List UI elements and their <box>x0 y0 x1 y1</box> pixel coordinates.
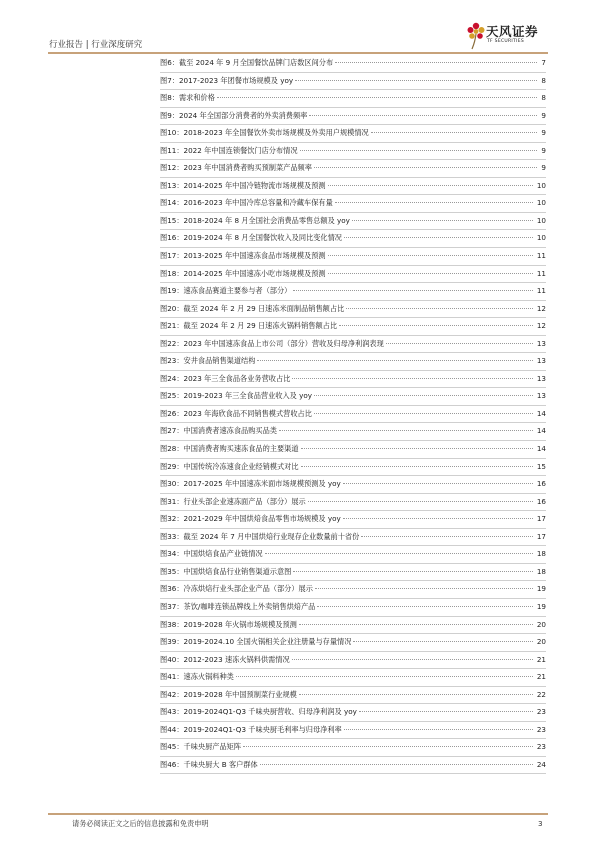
toc-dot-leader <box>295 80 537 81</box>
toc-entry-title[interactable]: 图25：2019-2023 年三全食品营业收入及 yoy <box>160 391 313 401</box>
toc-entry[interactable] <box>160 704 546 722</box>
toc-entry-page[interactable]: 15 <box>536 461 546 471</box>
toc-entry-title[interactable]: 图29：中国传统冷冻速食企业经销模式对比 <box>160 461 299 471</box>
toc-entry-title[interactable]: 图18：2014-2025 年中国速冻小吃市场规模及预测 <box>160 268 326 278</box>
toc-dot-leader <box>217 97 538 98</box>
toc-entry[interactable] <box>160 371 546 389</box>
toc-dot-leader <box>301 466 533 467</box>
toc-dot-leader <box>236 676 533 677</box>
toc-dot-leader <box>335 62 537 63</box>
toc-entry-page[interactable]: 23 <box>536 707 546 717</box>
toc-dot-leader <box>257 360 532 361</box>
toc-entry-title[interactable]: 图26：2023 年海欣食品不同销售模式营收占比 <box>160 408 312 418</box>
toc-entry[interactable] <box>160 494 546 512</box>
toc-entry-title[interactable]: 图36：冷冻烘焙行业头部企业产品（部分）展示 <box>160 584 313 594</box>
toc-entry[interactable] <box>160 195 546 213</box>
toc-entry-page[interactable]: 13 <box>536 373 546 383</box>
toc-entry-title[interactable]: 图20：截至 2024 年 2 月 29 日速冻米面制品销售额占比 <box>160 303 345 313</box>
toc-entry[interactable] <box>160 73 546 91</box>
toc-entry[interactable] <box>160 757 546 775</box>
toc-entry[interactable] <box>160 318 546 336</box>
toc-entry[interactable] <box>160 617 546 635</box>
toc-entry-page[interactable]: 22 <box>536 689 546 699</box>
toc-entry[interactable] <box>160 388 546 406</box>
toc-entry[interactable] <box>160 722 546 740</box>
toc-entry-title[interactable]: 图38：2019-2028 年火锅市场规模及预测 <box>160 619 297 629</box>
toc-entry[interactable] <box>160 55 546 73</box>
toc-dot-leader <box>314 413 533 414</box>
toc-entry-title[interactable]: 图45：千味央厨产品矩阵 <box>160 742 242 752</box>
toc-entry[interactable] <box>160 178 546 196</box>
toc-entry[interactable] <box>160 599 546 617</box>
toc-entry-title[interactable]: 图33：截至 2024 年 7 月中国烘焙行业现存企业数量前十省份 <box>160 531 360 541</box>
toc-entry-page[interactable]: 21 <box>536 672 546 682</box>
toc-entry[interactable] <box>160 406 546 424</box>
toc-dot-leader <box>260 764 533 765</box>
toc-dot-leader <box>328 273 533 274</box>
toc-dot-leader <box>309 115 537 116</box>
toc-dot-leader <box>299 624 533 625</box>
header-divider <box>48 52 548 54</box>
toc-entry-page[interactable]: 20 <box>536 619 546 629</box>
toc-entry-page[interactable]: 10 <box>536 215 546 225</box>
toc-dot-leader <box>343 483 533 484</box>
toc-entry-title[interactable]: 图14：2016-2023 年中国冷库总容量和冷藏车保有量 <box>160 198 333 208</box>
toc-entry-page[interactable]: 9 <box>541 163 546 173</box>
page-number: 3 <box>538 819 543 828</box>
toc-entry-title[interactable]: 图44：2019-2024Q1-Q3 千味央厨毛利率与归母净利率 <box>160 724 342 734</box>
toc-entry-page[interactable]: 10 <box>536 180 546 190</box>
toc-entry[interactable] <box>160 301 546 319</box>
toc-dot-leader <box>339 325 533 326</box>
toc-dot-leader <box>361 536 533 537</box>
toc-dot-leader <box>353 641 532 642</box>
toc-entry[interactable] <box>160 687 546 705</box>
toc-entry-title[interactable]: 图43：2019-2024Q1-Q3 千味央厨营收、归母净利润及 yoy <box>160 707 357 717</box>
toc-entry-title[interactable]: 图32：2021-2029 年中国烘焙食品零售市场规模及 yoy <box>160 514 341 524</box>
toc-entry-page[interactable]: 18 <box>536 549 546 559</box>
toc-entry-title[interactable]: 图19：速冻食品赛道主要参与者（部分） <box>160 286 292 296</box>
logo-chinese-name: 天风证券 <box>486 24 539 39</box>
toc-entry-page[interactable]: 14 <box>536 426 546 436</box>
toc-dot-leader <box>343 518 533 519</box>
toc-entry[interactable] <box>160 230 546 248</box>
toc-entry-title[interactable]: 图24：2023 年三全食品各业务营收占比 <box>160 373 291 383</box>
toc-entry-title[interactable]: 图16：2019-2024 年 8 月全国餐饮收入及同比变化情况 <box>160 233 342 243</box>
toc-dot-leader <box>314 167 538 168</box>
toc-entry-page[interactable]: 12 <box>536 321 546 331</box>
toc-entry[interactable] <box>160 511 546 529</box>
toc-entry-page[interactable]: 8 <box>541 75 546 85</box>
toc-dot-leader <box>328 255 533 256</box>
toc-entry-title[interactable]: 图13：2014-2025 年中国冷链物流市场规模及预测 <box>160 180 326 190</box>
toc-entry[interactable] <box>160 529 546 547</box>
toc-dot-leader <box>315 588 533 589</box>
toc-dot-leader <box>279 430 533 431</box>
toc-entry-page[interactable]: 21 <box>536 654 546 664</box>
toc-entry[interactable] <box>160 90 546 108</box>
toc-entry[interactable] <box>160 739 546 757</box>
toc-entry-page[interactable]: 9 <box>541 128 546 138</box>
toc-dot-leader <box>243 746 533 747</box>
toc-entry-title[interactable]: 图27：中国消费者速冻食品购买品类 <box>160 426 277 436</box>
toc-entry-page[interactable]: 11 <box>536 268 546 278</box>
toc-entry-title[interactable]: 图6：截至 2024 年 9 月全国餐饮品牌门店数区间分布 <box>160 58 334 67</box>
disclaimer-note: 请务必阅读正文之后的信息披露和免责申明 <box>72 819 209 828</box>
toc-entry[interactable] <box>160 634 546 652</box>
toc-entry[interactable] <box>160 108 546 126</box>
toc-entry-title[interactable]: 图46：千味央厨大 B 客户群体 <box>160 759 258 769</box>
toc-dot-leader <box>352 220 533 221</box>
toc-entry[interactable] <box>160 353 546 371</box>
toc-entry-title[interactable]: 图41：速冻火锅料种类 <box>160 672 234 682</box>
toc-entry-title[interactable]: 图30：2017-2025 年中国速冻米面市场规模预测及 yoy <box>160 479 341 489</box>
footer-divider <box>48 813 548 815</box>
toc-dot-leader <box>293 571 533 572</box>
report-category: 行业报告 | 行业深度研究 <box>49 40 143 50</box>
toc-entry-page[interactable]: 12 <box>536 303 546 313</box>
toc-entry-page[interactable]: 13 <box>536 391 546 401</box>
toc-entry-page[interactable]: 11 <box>536 251 546 261</box>
toc-entry-page[interactable]: 9 <box>541 145 546 155</box>
toc-entry[interactable] <box>160 669 546 687</box>
toc-entry-title[interactable]: 图42：2019-2028 年中国预制菜行业规模 <box>160 689 297 699</box>
toc-entry-page[interactable]: 24 <box>536 759 546 769</box>
toc-entry-page[interactable]: 19 <box>536 601 546 611</box>
toc-entry-page[interactable]: 7 <box>541 58 546 67</box>
toc-entry-title[interactable]: 图22：2023 年中国速冻食品上市公司（部分）营收及归母净利润表现 <box>160 338 384 348</box>
toc-entry-page[interactable]: 10 <box>536 233 546 243</box>
toc-entry-page[interactable]: 13 <box>536 338 546 348</box>
toc-entry[interactable] <box>160 546 546 564</box>
toc-entry[interactable] <box>160 143 546 161</box>
toc-entry-title[interactable]: 图12：2023 年中国消费者购买预制菜产品频率 <box>160 163 312 173</box>
toc-entry-title[interactable]: 图39：2019-2024.10 全国火锅相关企业注册量与存量情况 <box>160 637 352 647</box>
toc-entry-page[interactable]: 16 <box>536 479 546 489</box>
toc-entry[interactable] <box>160 564 546 582</box>
toc-entry-title[interactable]: 图17：2013-2025 年中国速冻食品市场规模及预测 <box>160 251 326 261</box>
toc-entry-title[interactable]: 图21：截至 2024 年 2 月 29 日速冻火锅料销售额占比 <box>160 321 338 331</box>
toc-entry-page[interactable]: 19 <box>536 584 546 594</box>
toc-entry-page[interactable]: 18 <box>536 566 546 576</box>
company-logo <box>466 20 548 54</box>
toc-dot-leader <box>328 185 533 186</box>
toc-entry-page[interactable]: 17 <box>536 514 546 524</box>
toc-entry-title[interactable]: 图31：行业头部企业速冻面产品（部分）展示 <box>160 496 306 506</box>
toc-dot-leader <box>346 308 533 309</box>
toc-dot-leader <box>344 729 533 730</box>
toc-entry-page[interactable]: 17 <box>536 531 546 541</box>
logo-flower-icon <box>466 20 486 50</box>
toc-dot-leader <box>300 150 538 151</box>
toc-entry-page[interactable]: 14 <box>536 408 546 418</box>
toc-entry-page[interactable]: 9 <box>541 110 546 120</box>
toc-entry-title[interactable]: 图35：中国烘焙食品行业销售渠道示意图 <box>160 566 292 576</box>
figure-table-of-contents <box>160 55 546 774</box>
toc-entry-title[interactable]: 图11：2022 年中国连锁餐饮门店分布情况 <box>160 145 298 155</box>
toc-entry[interactable] <box>160 476 546 494</box>
toc-entry-title[interactable]: 图28：中国消费者购买速冻食品的主要渠道 <box>160 444 299 454</box>
toc-entry-title[interactable]: 图8：需求和价格 <box>160 93 215 103</box>
toc-dot-leader <box>371 132 538 133</box>
toc-entry-page[interactable]: 20 <box>536 637 546 647</box>
toc-entry-title[interactable]: 图15：2018-2024 年 8 月全国社会消费品零售总额及 yoy <box>160 215 350 225</box>
toc-entry-title[interactable]: 图7：2017-2023 年团餐市场规模及 yoy <box>160 75 294 85</box>
toc-entry-page[interactable]: 11 <box>536 286 546 296</box>
toc-dot-leader <box>301 448 533 449</box>
toc-entry[interactable] <box>160 336 546 354</box>
toc-entry[interactable] <box>160 283 546 301</box>
toc-entry-title[interactable]: 图9：2024 年全国部分消费者的外卖消费频率 <box>160 110 308 120</box>
toc-dot-leader <box>292 659 533 660</box>
toc-entry-page[interactable]: 13 <box>536 356 546 366</box>
toc-entry-page[interactable]: 16 <box>536 496 546 506</box>
toc-entry-page[interactable]: 14 <box>536 444 546 454</box>
toc-dot-leader <box>317 606 533 607</box>
toc-dot-leader <box>359 711 533 712</box>
toc-entry-page[interactable]: 23 <box>536 724 546 734</box>
toc-dot-leader <box>292 378 532 379</box>
toc-entry[interactable] <box>160 423 546 441</box>
toc-dot-leader <box>265 553 533 554</box>
toc-entry-page[interactable]: 8 <box>541 93 546 103</box>
toc-dot-leader <box>314 395 533 396</box>
toc-entry[interactable] <box>160 213 546 231</box>
toc-dot-leader <box>299 694 533 695</box>
logo-english-name: TF SECURITIES <box>487 39 525 44</box>
toc-entry-title[interactable]: 图40：2012-2023 速冻火锅料供需情况 <box>160 654 290 664</box>
toc-entry-title[interactable]: 图23：安井食品销售渠道结构 <box>160 356 256 366</box>
toc-entry-title[interactable]: 图37：茶饮/咖啡连锁品牌线上外卖销售烘焙产品 <box>160 601 316 611</box>
toc-entry[interactable] <box>160 441 546 459</box>
toc-entry-title[interactable]: 图10：2018-2023 年全国餐饮外卖市场规模及外卖用户规模情况 <box>160 128 369 138</box>
toc-dot-leader <box>344 237 533 238</box>
toc-entry-page[interactable]: 10 <box>536 198 546 208</box>
toc-entry-page[interactable]: 23 <box>536 742 546 752</box>
toc-entry[interactable] <box>160 652 546 670</box>
toc-entry[interactable] <box>160 160 546 178</box>
toc-dot-leader <box>335 202 533 203</box>
toc-dot-leader <box>293 290 533 291</box>
toc-entry-title[interactable]: 图34：中国烘焙食品产业链情况 <box>160 549 263 559</box>
toc-entry[interactable] <box>160 125 546 143</box>
toc-entry[interactable] <box>160 248 546 266</box>
toc-entry[interactable] <box>160 459 546 477</box>
toc-entry[interactable] <box>160 581 546 599</box>
toc-dot-leader <box>308 501 533 502</box>
toc-dot-leader <box>386 343 533 344</box>
toc-entry[interactable] <box>160 266 546 284</box>
